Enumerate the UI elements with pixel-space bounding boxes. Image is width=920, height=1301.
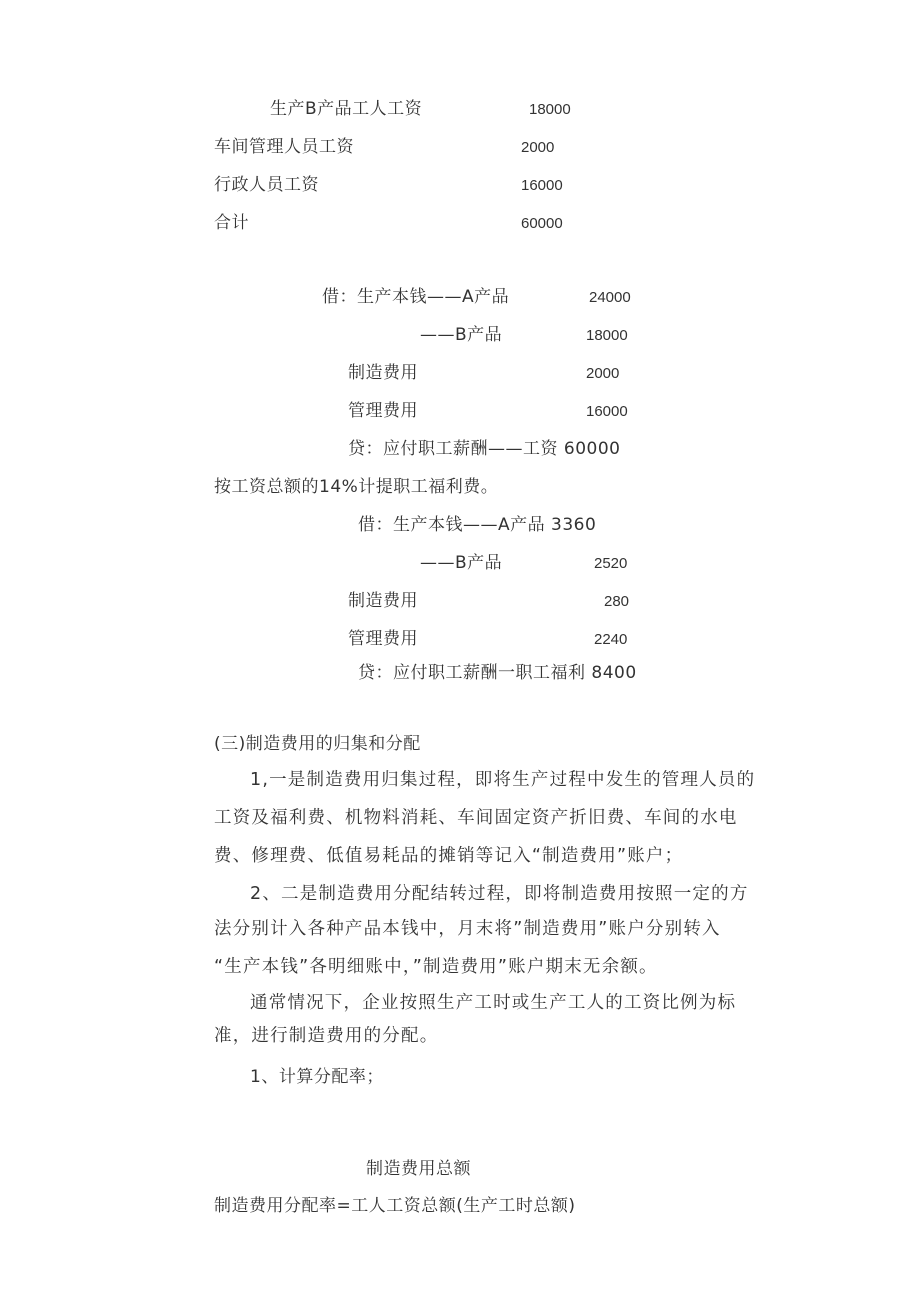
entry2-admin-value: 2240 xyxy=(594,631,628,648)
entry2-sub-b: ——B产品 xyxy=(420,553,503,573)
entry2-mfg: 制造费用 xyxy=(348,591,418,611)
para2-line-3: “生产本钱”各明细账中，”制造费用”账户期末无余额。 xyxy=(214,957,658,977)
entry1-debit-line: 借：生产本钱——A产品 xyxy=(322,287,510,307)
entry2-sub-b-value: 2520 xyxy=(594,555,628,572)
entry1-mfg: 制造费用 xyxy=(348,363,418,383)
formula-numerator: 制造费用总额 xyxy=(366,1159,471,1179)
section-heading: (三)制造费用的归集和分配 xyxy=(214,734,421,754)
entry2-debit-line: 借：生产本钱——A产品 3360 xyxy=(358,515,597,535)
wage-label-b-workers: 生产B产品工人工资 xyxy=(270,99,423,119)
entry1-sub-b: ——B产品 xyxy=(420,325,503,345)
wage-label-total: 合计 xyxy=(214,213,249,233)
para2-line-1: 2、二是制造费用分配结转过程，即将制造费用按照一定的方 xyxy=(250,884,749,904)
para3-line-2: 准，进行制造费用的分配。 xyxy=(214,1026,439,1046)
step-compute-rate: 1、计算分配率； xyxy=(250,1067,384,1087)
entry1-admin: 管理费用 xyxy=(348,401,418,421)
formula-line: 制造费用分配率=工人工资总额(生产工时总额) xyxy=(214,1196,576,1216)
wage-value-total: 60000 xyxy=(521,215,563,232)
entry1-sub-b-value: 18000 xyxy=(586,327,628,344)
para1-line-2: 工资及福利费、机物料消耗、车间固定资产折旧费、车间的水电 xyxy=(214,808,738,828)
entry2-mfg-value: 280 xyxy=(604,593,630,610)
welfare-intro: 按工资总额的14%计提职工福利费。 xyxy=(214,477,499,497)
para2-line-2: 法分别计入各种产品本钱中，月末将”制造费用”账户分别转入 xyxy=(214,919,721,939)
para1-line-1: 1,一是制造费用归集过程，即将生产过程中发生的管理人员的 xyxy=(250,770,756,790)
entry2-admin: 管理费用 xyxy=(348,629,418,649)
wage-label-admin-staff: 行政人员工资 xyxy=(214,175,319,195)
para3-line-1: 通常情况下，企业按照生产工时或生产工人的工资比例为标 xyxy=(250,993,737,1013)
entry2-credit-line: 贷：应付职工薪酬一职工福利 8400 xyxy=(358,663,637,683)
entry1-credit-line: 贷：应付职工薪酬——工资 60000 xyxy=(348,439,621,459)
entry1-admin-value: 16000 xyxy=(586,403,628,420)
para1-line-3: 费、修理费、低值易耗品的摊销等记入“制造费用”账户； xyxy=(214,846,684,866)
wage-value-b-workers: 18000 xyxy=(529,101,571,118)
entry1-mfg-value: 2000 xyxy=(586,365,620,382)
wage-label-workshop-mgmt: 车间管理人员工资 xyxy=(214,137,354,157)
wage-value-workshop-mgmt: 2000 xyxy=(521,139,555,156)
entry1-debit-value: 24000 xyxy=(589,289,631,306)
wage-value-admin-staff: 16000 xyxy=(521,177,563,194)
